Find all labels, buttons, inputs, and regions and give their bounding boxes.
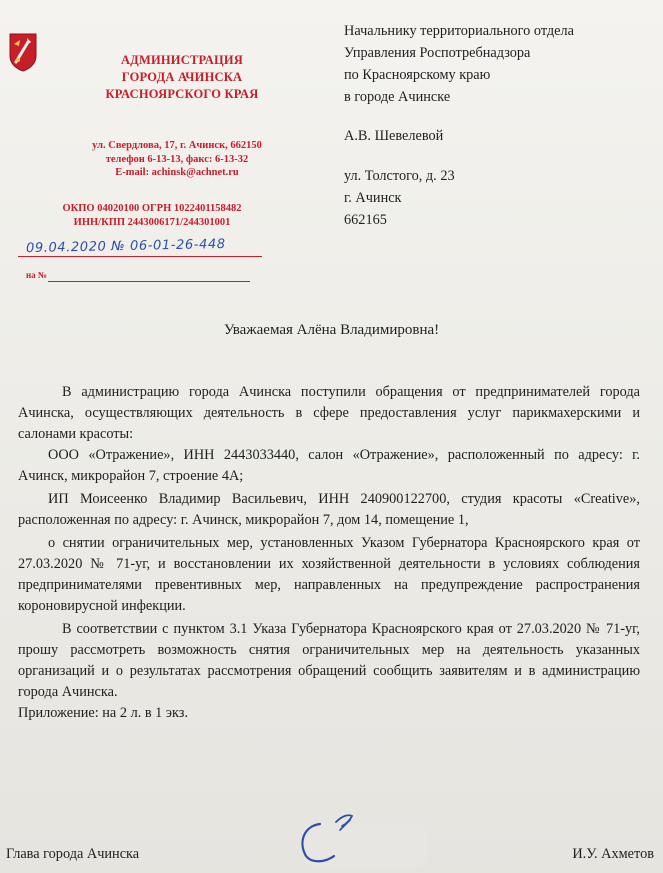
org-line: КРАСНОЯРСКОГО КРАЯ [105,87,259,101]
reference-underline [48,281,250,282]
org-line: ГОРОДА АЧИНСКА [121,70,243,84]
signer-name: И.У. Ахметов [572,846,654,862]
org-contacts [52,139,302,180]
attachment-note: Приложение: на 2 л. в 1 экз. [18,705,189,721]
addressee-name: А.В. Шевелевой [344,128,444,144]
organization-name [62,52,302,103]
addressee-street: ул. Толстого, д. 23 [344,168,455,184]
okpo-ogrn: ОКПО 04020100 ОГРН 1022401158482 [62,203,242,214]
greeting: Уважаемая Алёна Владимировна! [223,322,440,338]
org-address: ул. Свердлова, 17, г. Ачинск, 662150 [92,140,262,151]
registration-underline [18,256,262,257]
reference-line [26,270,252,284]
paragraph: ИП Моисеенко Владимир Васильевич, ИНН 240900122700, студия красоты «Creative», расположенная по адресу: г. Ачинск, микрорайон 7, дом 14, помещение 1, [18,491,640,528]
inn-kpp: ИНН/КПП 2443006171/244301001 [73,216,231,228]
signer-position: Глава города Ачинска [6,846,140,862]
paragraph: о снятии ограничительных мер, установленных Указом Губернатора Красноярского края от 27.03.2020 № 71-уг, и восстановлении их хозяйственной деятельности в условиях соблюдения предпринимателями превентивных мер, направленных на предупреждение распространения короновирусной инфекции. [18,535,640,614]
paragraph: В администрацию города Ачинска поступили обращения от предпринимателей города Ачинска, осуществляющих деятельность в сфере предоставления услуг парикмахерскими и салонами красоты: [18,384,640,442]
org-codes [22,202,282,229]
addressee-zip: 662165 [344,212,387,228]
registration-line [18,236,262,259]
org-email: E-mail: achinsk@achnet.ru [115,167,239,178]
addressee-line: по Красноярскому краю [344,67,491,83]
addressee-line: Управления Роспотребнадзора [344,45,531,61]
org-phone: телефон 6-13-13, факс: 6-13-32 [105,153,249,165]
org-line: АДМИНИСТРАЦИЯ [120,53,244,67]
handwritten-signature-icon [290,812,370,868]
paragraph: ООО «Отражение», ИНН 2443033440, салон «Отражение», расположенный по адресу: г. Ачинск, микрорайон 7, строение 4А; [18,447,640,484]
addressee-block [344,20,659,231]
registration-number-handwritten: 09.04.2020 № 06-01-26-448 [25,236,226,257]
addressee-line: в городе Ачинске [344,89,451,105]
addressee-line: Начальнику территориального отдела [344,23,575,39]
paragraph: В соответствии с пунктом 3.1 Указа Губернатора Красноярского края от 27.03.2020 № 71-уг, прошу рассмотреть возможность снятия ограничительных мер на деятельность указанных организаций и о результатах рассмотрения обращений сообщить заявителям и в администрацию города Ачинска. [18,621,640,700]
city-coat-of-arms-icon [8,32,38,72]
addressee-city: г. Ачинск [344,190,402,206]
reference-label: на № [26,270,47,280]
letter-body [18,382,640,724]
signature-block [6,846,656,868]
